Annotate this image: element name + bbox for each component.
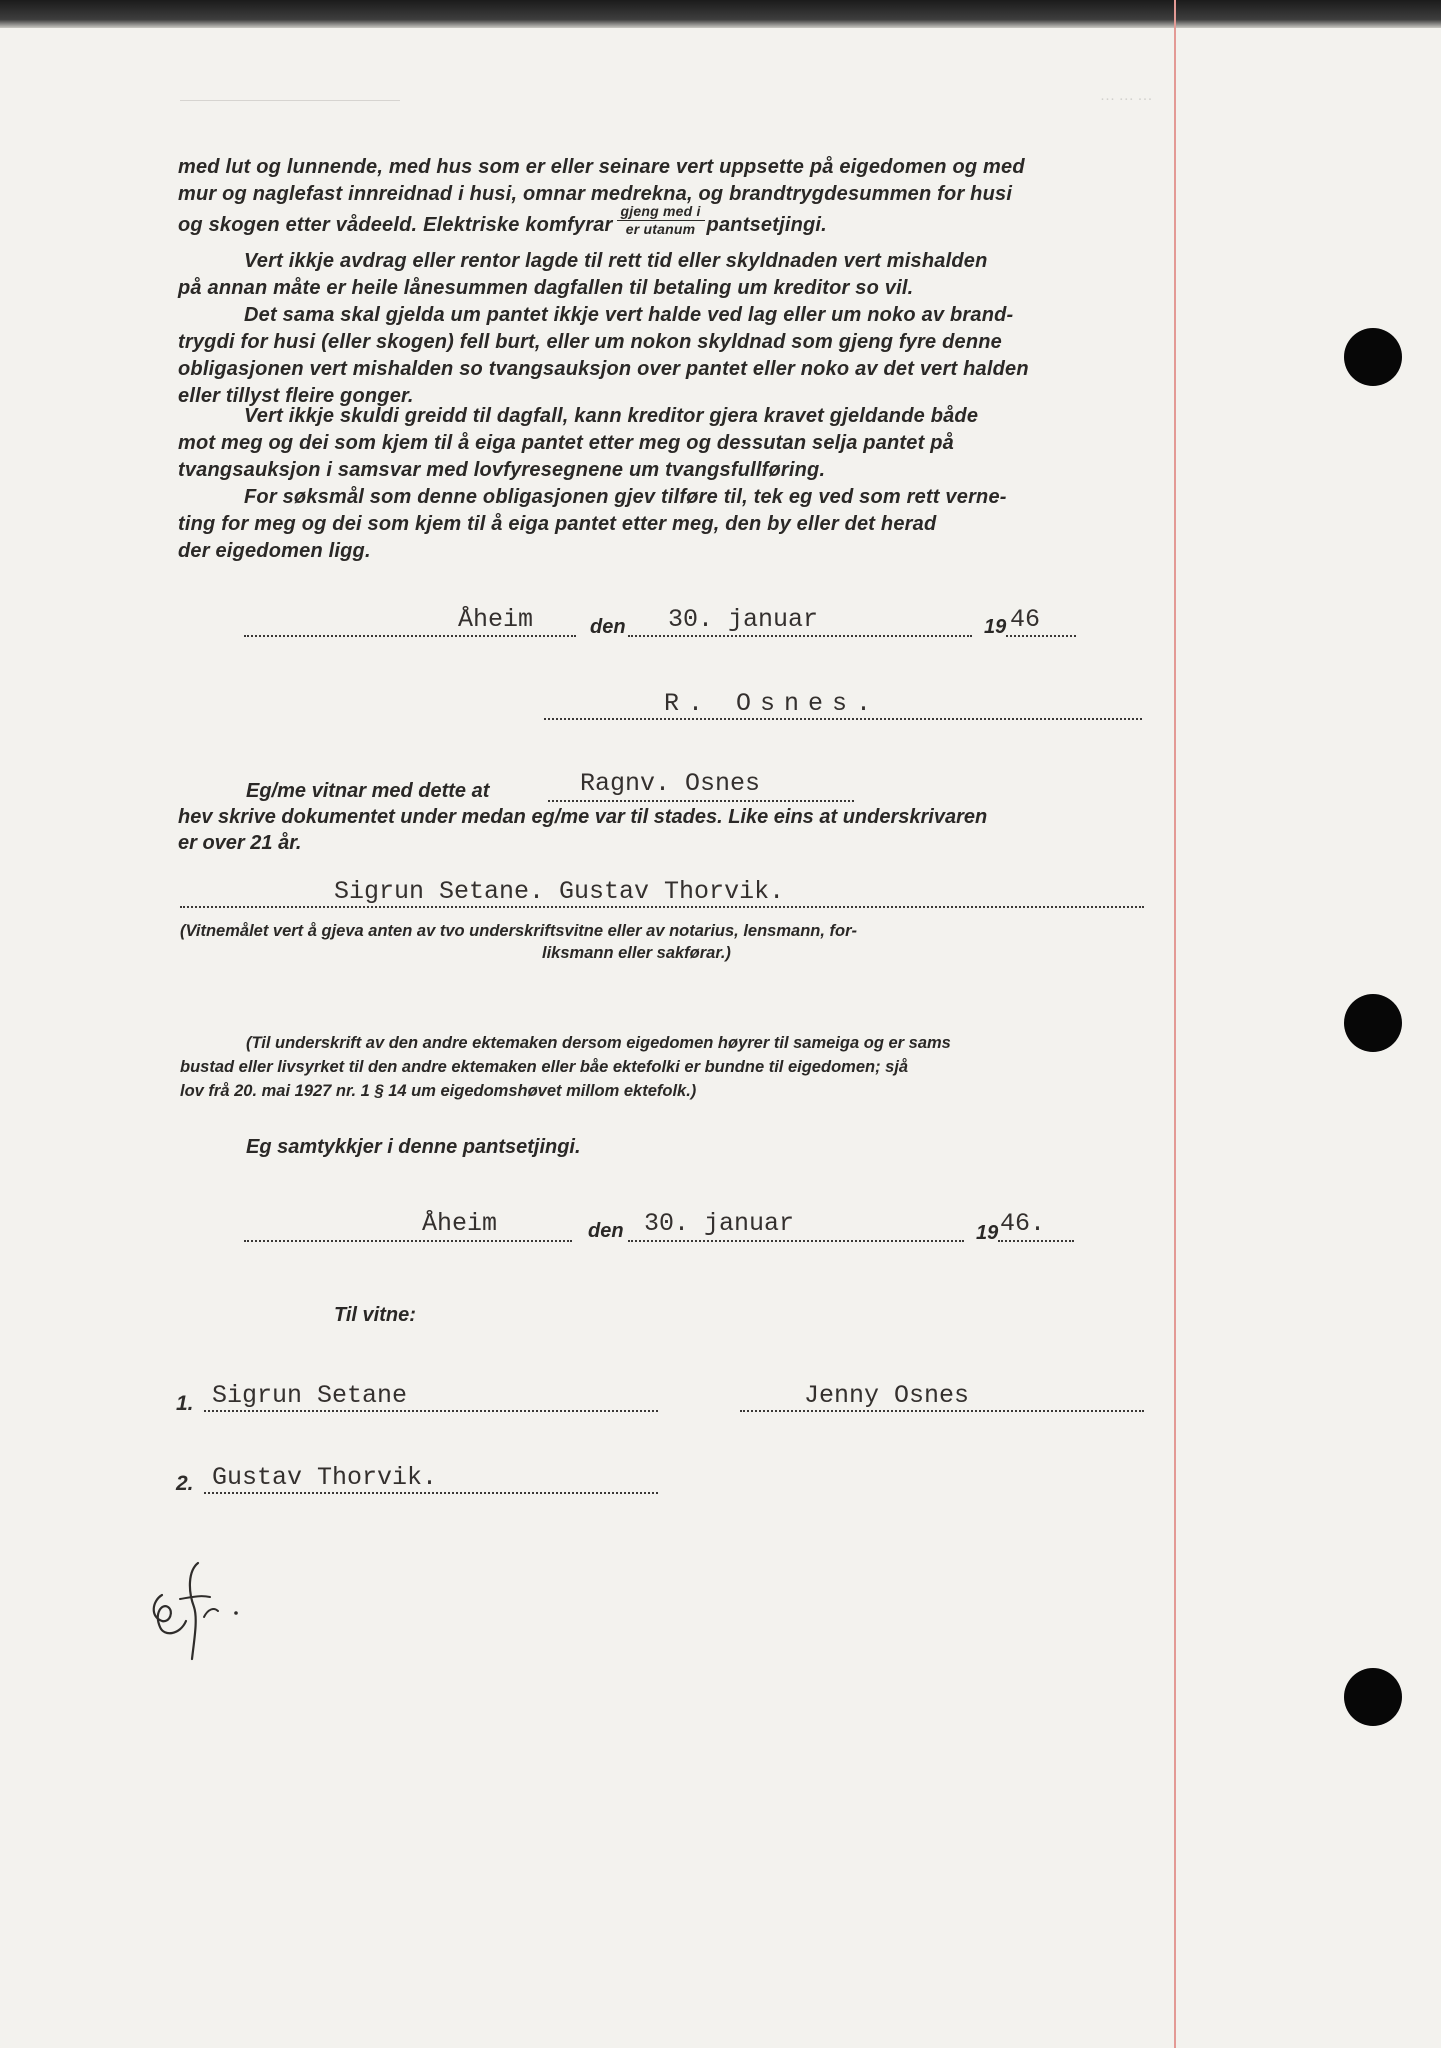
punch-hole-top xyxy=(1344,328,1402,386)
place-line-2 xyxy=(244,1240,572,1242)
witness-signature-line xyxy=(180,906,1144,908)
red-margin-line xyxy=(1174,0,1176,2048)
witness-2-line xyxy=(204,1492,658,1494)
den-label-2: den xyxy=(588,1220,624,1242)
spouse-note-line-2: bustad eller livsyrket til den andre ektemaken eller båe ektefolki er bundne til eigedomen; sjå xyxy=(180,1058,909,1076)
witnesses-typed: Sigrun Setane. Gustav Thorvik. xyxy=(334,877,785,906)
initials-scribble xyxy=(140,1555,250,1665)
fraction-choice xyxy=(617,203,705,238)
witness-statement-line-3: er over 21 år. xyxy=(178,832,302,854)
spouse-note-line-3: lov frå 20. mai 1927 nr. 1 § 14 um eigedomshøvet millom ektefolk.) xyxy=(180,1082,697,1100)
paragraph-5-line-2: ting for meg og dei som kjem til å eiga pantet etter meg, den by eller det herad xyxy=(178,513,937,535)
witness-statement-name-line xyxy=(548,800,854,802)
paragraph-2-line-2: på annan måte er heile lånesummen dagfallen til betaling um kreditor so vil. xyxy=(178,277,914,299)
spouse-note-line-1: (Til underskrift av den andre ektemaken dersom eigedomen høyrer til sameiga og er sams xyxy=(246,1034,951,1052)
paragraph-1-line-3 xyxy=(178,203,827,238)
paragraph-1-line-3-suffix: pantsetjingi. xyxy=(706,214,827,236)
paragraph-3-line-3: obligasjonen vert mishalden so tvangsauksjon over pantet eller noko av det vert halden xyxy=(178,358,1029,380)
fraction-top: gjeng med i xyxy=(617,203,705,221)
paragraph-4-line-3: tvangsauksjon i samsvar med lovfyresegnene um tvangsfullføring. xyxy=(178,459,826,481)
bleed-through-text: ··· ··· ··· xyxy=(1100,92,1153,108)
year-line-1 xyxy=(1006,635,1076,637)
paragraph-4-line-2: mot meg og dei som kjem til å eiga pantet etter meg og dessutan selja pantet på xyxy=(178,432,954,454)
place-2: Åheim xyxy=(422,1209,498,1238)
witness-number-1: 1. xyxy=(176,1392,194,1415)
witness-note-line-2: liksmann eller sakførar.) xyxy=(542,944,731,962)
year-prefix-1: 19 xyxy=(984,616,1007,638)
paragraph-1-line-1: med lut og lunnende, med hus som er eller seinare vert uppsette på eigedomen og med xyxy=(178,156,1025,178)
scan-top-edge xyxy=(0,0,1441,28)
debtor-signature: R. Osnes. xyxy=(664,689,881,718)
paragraph-3-line-1: Det sama skal gjelda um pantet ikkje vert halde ved lag eller um noko av brand- xyxy=(244,304,1014,326)
date-line-2 xyxy=(628,1240,964,1242)
year-suffix-1: 46 xyxy=(1010,605,1041,634)
place-line-1 xyxy=(244,635,576,637)
handwritten-initials xyxy=(140,1555,250,1670)
date-1: 30. januar xyxy=(668,605,819,634)
witness-statement-name: Ragnv. Osnes xyxy=(580,769,761,798)
witness-statement-line-2: hev skrive dokumentet under medan eg/me var til stades. Like eins at underskrivaren xyxy=(178,806,988,828)
punch-hole-bottom xyxy=(1344,1668,1402,1726)
witness-number-2: 2. xyxy=(176,1472,194,1495)
punch-hole-middle xyxy=(1344,994,1402,1052)
date-line-1 xyxy=(628,635,972,637)
paragraph-5-line-3: der eigedomen ligg. xyxy=(178,540,371,562)
faint-header-print xyxy=(180,92,400,101)
year-prefix-2: 19 xyxy=(976,1222,999,1244)
paragraph-3-line-4: eller tillyst fleire gonger. xyxy=(178,385,414,407)
witness-statement-prefix: Eg/me vitnar med dette at xyxy=(246,780,490,802)
den-label-1: den xyxy=(590,616,626,638)
paragraph-5-line-1: For søksmål som denne obligasjonen gjev tilføre til, tek eg ved som rett verne- xyxy=(244,486,1007,508)
witness-1-line xyxy=(204,1410,658,1412)
year-suffix-2: 46. xyxy=(1000,1209,1046,1238)
signature-line-1 xyxy=(544,718,1142,720)
paragraph-3-line-2: trygdi for husi (eller skogen) fell burt, eller um nokon skyldnad som gjeng fyre denne xyxy=(178,331,1003,353)
year-line-2 xyxy=(998,1240,1074,1242)
spouse-signature-line xyxy=(740,1410,1144,1412)
paragraph-1-line-3-prefix: og skogen etter vådeeld. Elektriske komfyrar xyxy=(178,214,613,236)
witness-note-line-1: (Vitnemålet vert å gjeva anten av tvo underskriftsvitne eller av notarius, lensmann, for- xyxy=(180,922,858,940)
paragraph-2-line-1: Vert ikkje avdrag eller rentor lagde til rett tid eller skyldnaden vert mishalden xyxy=(244,250,988,272)
paragraph-4-line-1: Vert ikkje skuldi greidd til dagfall, kann kreditor gjera kravet gjeldande både xyxy=(244,405,979,427)
til-vitne-label: Til vitne: xyxy=(334,1304,416,1326)
consent-line: Eg samtykkjer i denne pantsetjingi. xyxy=(246,1136,581,1158)
spouse-signature: Jenny Osnes xyxy=(804,1381,970,1410)
paragraph-1-line-2: mur og naglefast innreidnad i husi, omnar medrekna, og brandtrygdesummen for husi xyxy=(178,183,1013,205)
witness-1-name: Sigrun Setane xyxy=(212,1381,408,1410)
date-2: 30. januar xyxy=(644,1209,795,1238)
fraction-bottom: er utanum xyxy=(625,221,696,238)
place-1: Åheim xyxy=(458,605,534,634)
witness-2-name: Gustav Thorvik. xyxy=(212,1463,438,1492)
